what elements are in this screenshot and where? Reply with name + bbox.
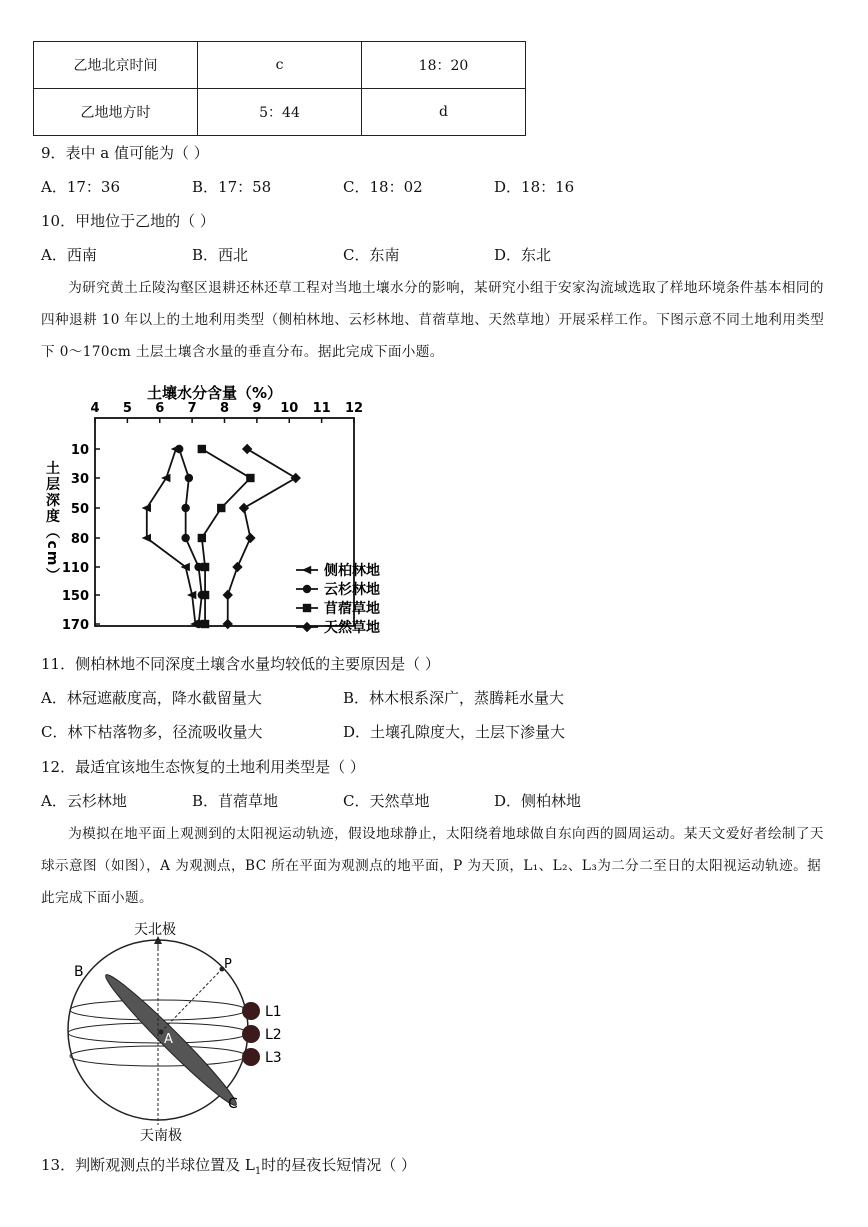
q12-option-c[interactable]: C．天然草地	[343, 792, 430, 810]
y-tick-label: 170	[61, 618, 89, 633]
legend-marker	[302, 566, 311, 574]
l3-label: L3	[265, 1050, 282, 1066]
q11-option-c[interactable]: C．林下枯落物多，径流吸收量大	[41, 723, 263, 741]
y-tick-label: 50	[70, 502, 89, 517]
x-tick-label: 10	[280, 401, 299, 416]
q11-option-b[interactable]: B．林木根系深广，蒸腾耗水量大	[343, 689, 565, 707]
celestial-sphere-diagram	[56, 920, 296, 1145]
y-tick-label: 30	[70, 472, 89, 487]
data-point	[175, 445, 183, 453]
table-row	[34, 42, 526, 89]
q10-option-a[interactable]: A．西南	[41, 246, 97, 264]
q9-option-b[interactable]: B．17：58	[192, 178, 272, 196]
q13-stem-suffix: 时的昼夜长短情况（ ）	[261, 1156, 416, 1174]
y-tick-label: 150	[61, 589, 89, 604]
q9-option-d[interactable]: D．18：16	[494, 178, 575, 196]
q10-option-c[interactable]: C．东南	[343, 246, 400, 264]
q13-stem	[41, 1155, 416, 1182]
x-tick-label: 6	[155, 401, 165, 416]
q10-option-b[interactable]: B．西北	[192, 246, 249, 264]
table-cell: c	[198, 42, 362, 89]
table-row	[34, 89, 526, 136]
data-point	[291, 473, 301, 483]
data-point	[239, 503, 249, 513]
data-point	[232, 562, 242, 572]
q13-stem-prefix: 13．判断观测点的半球位置及 L	[41, 1156, 255, 1174]
legend-marker	[303, 604, 311, 612]
data-point	[181, 504, 189, 512]
q12-option-a[interactable]: A．云杉林地	[41, 792, 127, 810]
table-cell: 乙地地方时	[34, 89, 198, 136]
legend-label: 天然草地	[324, 620, 380, 636]
legend-marker	[302, 622, 312, 632]
data-point	[198, 445, 206, 453]
data-point	[201, 591, 209, 599]
data-point	[217, 504, 225, 512]
y-tick-label: 80	[70, 532, 89, 547]
series-line-4	[228, 449, 296, 624]
x-tick-label: 4	[90, 401, 100, 416]
south-pole-label: 天南极	[140, 1128, 182, 1144]
x-tick-label: 9	[252, 401, 262, 416]
l1-label: L1	[265, 1004, 282, 1020]
x-tick-label: 7	[187, 401, 197, 416]
legend-marker	[303, 585, 311, 593]
data-point	[198, 534, 206, 542]
q10-option-d[interactable]: D．东北	[494, 246, 552, 264]
sun-l1-icon	[242, 1002, 260, 1020]
q12-option-d[interactable]: D．侧柏林地	[494, 792, 582, 810]
point-p-label: P	[224, 957, 232, 972]
data-point	[223, 590, 233, 600]
data-point	[185, 474, 193, 482]
data-point	[245, 533, 255, 543]
data-point	[242, 444, 252, 454]
data-point	[201, 620, 209, 628]
q12-stem: 12．最适宜该地生态恢复的土地利用类型是（ ）	[41, 758, 365, 776]
passage-soil: 为研究黄土丘陵沟壑区退耕还林还草工程对当地土壤水分的影响，某研究小组于安家沟流域选取了样地环境条件基本相同的四种退耕 10 年以上的土地利用类型（侧柏林地、云杉林地、苜蓿草地、天然草地）开展采样工作。下图示意不同土地利用类型下 0～170cm 土层土壤含水量的垂直分布。据此完成下面小题。	[41, 280, 825, 360]
q11-option-d[interactable]: D．土壤孔隙度大，土层下渗量大	[343, 723, 566, 741]
chart-title: 土壤水分含量（%）	[146, 384, 283, 402]
table-cell: 18：20	[362, 42, 526, 89]
table-cell: 乙地北京时间	[34, 42, 198, 89]
q13-stem-subscript: 1	[254, 1166, 262, 1177]
y-tick-label: 110	[61, 561, 89, 576]
q9-option-a[interactable]: A．17：36	[41, 178, 121, 196]
north-pole-label: 天北极	[134, 922, 176, 938]
point-a-label: A	[164, 1032, 173, 1047]
q10-stem: 10．甲地位于乙地的（ ）	[41, 212, 215, 230]
time-table	[33, 41, 526, 136]
x-tick-label: 11	[312, 401, 331, 416]
observer-point	[159, 1030, 164, 1035]
x-tick-label: 8	[219, 401, 230, 416]
l2-label: L2	[265, 1027, 282, 1043]
data-point	[246, 474, 254, 482]
y-axis-label: 土层深度（cm）	[44, 460, 60, 584]
table-cell: 5：44	[198, 89, 362, 136]
q11-stem: 11．侧柏林地不同深度土壤含水量均较低的主要原因是（ ）	[41, 655, 440, 673]
passage-celestial: 为模拟在地平面上观测到的太阳视运动轨迹，假设地球静止，太阳绕着地球做自东向西的圆周运动。某天文爱好者绘制了天球示意图（如图），A 为观测点，BC 所在平面为观测点的地平面，P 为天顶，L₁、L₂、L₃为二分二至日的太阳视运动轨迹。据此完成下面小题。	[41, 826, 824, 906]
data-point	[181, 534, 189, 542]
data-point	[161, 474, 170, 482]
sun-l2-icon	[242, 1025, 260, 1043]
point-b-label: B	[74, 964, 84, 980]
sun-l3-icon	[242, 1048, 260, 1066]
q12-option-b[interactable]: B．苜蓿草地	[192, 792, 279, 810]
q9-stem: 9．表中 a 值可能为（ ）	[41, 144, 209, 162]
q9-option-c[interactable]: C．18：02	[343, 178, 423, 196]
legend-label: 苜蓿草地	[324, 601, 380, 617]
y-tick-label: 10	[70, 443, 89, 458]
legend-label: 云杉林地	[324, 582, 380, 598]
table-cell: d	[362, 89, 526, 136]
soil-moisture-chart	[38, 380, 398, 642]
data-point	[201, 563, 209, 571]
x-tick-label: 5	[122, 401, 132, 416]
legend-label: 侧柏林地	[324, 563, 380, 579]
x-tick-label: 12	[344, 401, 364, 416]
q11-option-a[interactable]: A．林冠遮蔽度高，降水截留量大	[41, 689, 262, 707]
data-point	[223, 619, 233, 629]
point-c-label: C	[228, 1096, 238, 1112]
